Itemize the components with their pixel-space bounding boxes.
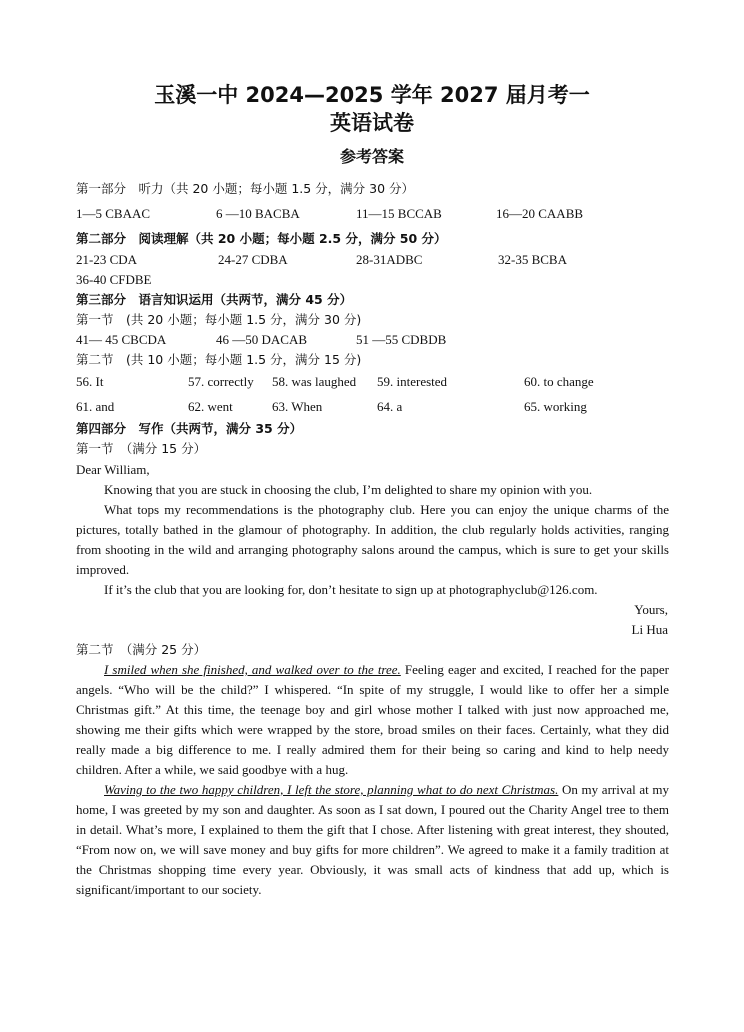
letter-paragraph-3: If it’s the club that you are looking for, don’t hesitate to sign up at photographyclub@126.com.	[104, 582, 598, 597]
part2-answer-4: 32-35 BCBA	[498, 252, 567, 267]
letter-paragraph-2: What tops my recommendations is the photography club. Here you can enjoy the unique charms of the pictures, totally bathed in the glamour of photography. In addition, the club regularly holds activities, ranging from shooting in the wild and arranging photography salons around the campus, which is sure to get your skills improved.	[76, 502, 669, 577]
story-paragraph-2	[76, 780, 669, 900]
blank-answer-60: 60. to change	[524, 374, 594, 389]
story-paragraph-1-body: Feeling eager and excited, I reached for the paper angels. “Who will be the child?” I whispered. “In spite of my struggle, I would like to offer her a simple Christmas gift.” At this time, the teenage boy and girl whose mother I talked with just now approached me, showing me their gifts which were wrapped by the store, broad smiles on their faces. Certainly, what they did really made a big difference to me. I really admired them for their being so caring and kind to help needy children. After a while, we said goodbye with a hug.	[76, 662, 669, 777]
blank-answer-65: 65. working	[524, 399, 587, 414]
part2-answer-5: 36-40 CFDBE	[76, 272, 152, 287]
blank-answer-57: 57. correctly	[188, 374, 254, 389]
part3-s1-answer-3: 51 —55 CDBDB	[356, 332, 447, 347]
story-paragraph-1	[76, 660, 669, 780]
part1-answer-3: 11—15 BCCAB	[356, 206, 442, 221]
letter-signature: Li Hua	[631, 622, 668, 637]
part1-heading: 第一部分 听力（共 20 小题；每小题 1.5 分，满分 30 分）	[76, 181, 415, 196]
letter-greeting: Dear William,	[76, 462, 150, 477]
letter-closing: Yours,	[634, 602, 668, 617]
letter-paragraph-1: Knowing that you are stuck in choosing the club, I’m delighted to share my opinion with you.	[104, 482, 593, 497]
part3-s1-answer-2: 46 —50 DACAB	[216, 332, 308, 347]
story-paragraph-1-lead: I smiled when she finished, and walked over to the tree.	[104, 662, 401, 677]
blank-answer-56: 56. It	[76, 374, 104, 389]
part1-answer-1: 1—5 CBAAC	[76, 206, 151, 221]
blank-answer-61: 61. and	[76, 399, 115, 414]
part1-answer-4: 16—20 CAABB	[496, 206, 584, 221]
part3-section2-heading: 第二节 (共 10 小题；每小题 1.5 分，满分 15 分)	[76, 352, 362, 367]
part2-answer-1: 21-23 CDA	[76, 252, 138, 267]
story-paragraph-2-body: On my arrival at my home, I was greeted by my son and daughter. As soon as I sat down, I poured out the Charity Angel tree to them in detail. What’s more, I explained to them the gift that I chose. After listening with great interest, they shouted, “From now on, we will save money and buy gifts for more children”. We agreed to make it a family tradition at the Christmas shopping time every year. Obviously, it was small acts of kindness that add up, which is significant/important to our society.	[76, 782, 670, 897]
blank-answer-58: 58. was laughed	[272, 374, 357, 389]
part2-answer-3: 28-31ADBC	[356, 252, 423, 267]
blank-answer-62: 62. went	[188, 399, 233, 414]
part4-section1-heading: 第一节 （满分 15 分）	[76, 441, 207, 456]
blank-answer-59: 59. interested	[377, 374, 448, 389]
blank-answer-63: 63. When	[272, 399, 323, 414]
part1-answer-2: 6 —10 BACBA	[216, 206, 300, 221]
part2-answer-2: 24-27 CDBA	[218, 252, 288, 267]
part4-heading: 第四部分 写作（共两节，满分 35 分）	[76, 421, 303, 436]
part3-section1-heading: 第一节 (共 20 小题；每小题 1.5 分，满分 30 分)	[76, 312, 362, 327]
exam-subject: 英语试卷	[330, 111, 414, 135]
exam-title: 玉溪一中 2024—2025 学年 2027 届月考一	[154, 83, 590, 107]
part3-s1-answer-1: 41— 45 CBCDA	[76, 332, 167, 347]
part3-heading: 第三部分 语言知识运用（共两节，满分 45 分）	[76, 292, 353, 307]
story-paragraph-2-lead: Waving to the two happy children, I left the store, planning what to do next Christmas.	[104, 782, 559, 797]
blank-answer-64: 64. a	[377, 399, 403, 414]
part4-section2-heading: 第二节 （满分 25 分）	[76, 642, 207, 657]
part2-heading: 第二部分 阅读理解（共 20 小题；每小题 2.5 分，满分 50 分）	[76, 231, 447, 246]
answer-key-title: 参考答案	[339, 147, 404, 166]
